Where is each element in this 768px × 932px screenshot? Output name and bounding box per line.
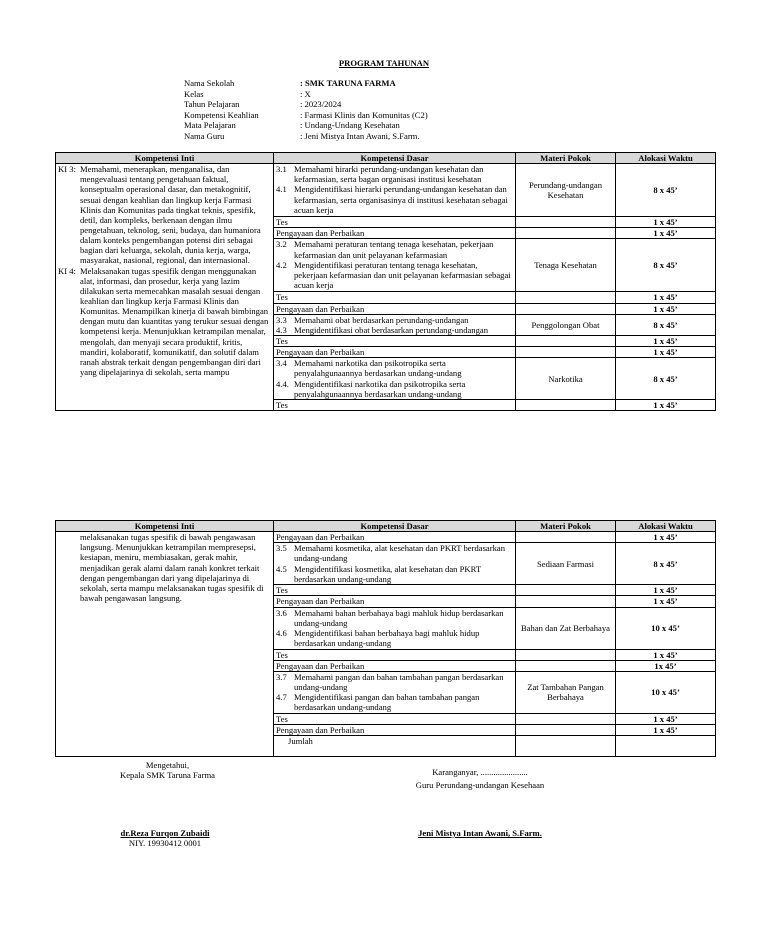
header-ki: Kompetensi Inti bbox=[56, 153, 274, 164]
pengayaan-label: Pengayaan dan Perbaikan bbox=[274, 228, 516, 239]
empty-cell bbox=[616, 736, 716, 757]
kd-text: Mengidentifikasi obat berdasarkan perundang-undangan bbox=[294, 324, 489, 335]
alokasi-waktu: 1x 45’ bbox=[616, 660, 716, 671]
kd-text: Memahami obat berdasarkan perundang-undangan bbox=[294, 314, 469, 325]
header-kd: Kompetensi Dasar bbox=[274, 521, 516, 532]
alokasi-waktu: 8 x 45’ bbox=[616, 314, 716, 335]
ki4-block bbox=[58, 266, 271, 378]
info-row-year bbox=[184, 99, 428, 110]
header-aw: Alokasi Waktu bbox=[616, 521, 716, 532]
empty-cell bbox=[516, 292, 616, 303]
tes-label: Tes bbox=[274, 217, 516, 228]
materi-pokok: Sediaan Farmasi bbox=[516, 543, 616, 585]
kd-number: 4.3 bbox=[276, 324, 287, 335]
empty-cell bbox=[516, 335, 616, 346]
kd-text: Mengidentifikasi kosmetika, alat kesehatan dan PKRT berdasarkan undang-undang bbox=[294, 563, 481, 584]
empty-cell bbox=[516, 736, 616, 757]
kd-text: Mengidentifikasi peraturan tentang tenaga kesehatan, pekerjaan kefarmasian dan unit pelayanan kefarmasian sebagai acuan kerja bbox=[294, 259, 511, 290]
info-row-subject bbox=[184, 120, 428, 131]
empty-cell bbox=[516, 596, 616, 607]
kd-text: Memahami hirarki perundang-undangan kesehatan dan kefarmasian, serta bagan organisasi institusi kesehatan bbox=[294, 164, 484, 185]
empty-cell bbox=[516, 724, 616, 735]
alokasi-waktu: 8 x 45’ bbox=[616, 543, 716, 585]
kd-cell bbox=[274, 164, 516, 217]
signature-left-name bbox=[90, 828, 240, 848]
info-row-class bbox=[184, 89, 428, 100]
tes-label: Tes bbox=[274, 713, 516, 724]
kd-number: 4.7 bbox=[276, 692, 287, 703]
principal-name: dr.Reza Furqon Zubaidi bbox=[120, 828, 210, 838]
alokasi-waktu: 1 x 45’ bbox=[616, 303, 716, 314]
info-label: Kelas bbox=[184, 88, 204, 99]
pengayaan-label: Pengayaan dan Perbaikan bbox=[274, 724, 516, 735]
materi-pokok: Narkotika bbox=[516, 358, 616, 400]
kd-number: 4.2 bbox=[276, 259, 287, 270]
page-title: PROGRAM TAHUNAN bbox=[338, 58, 430, 68]
header-mp: Materi Pokok bbox=[516, 521, 616, 532]
empty-cell bbox=[516, 713, 616, 724]
info-label: Kompetensi Keahlian bbox=[184, 109, 259, 120]
alokasi-waktu: 1 x 45’ bbox=[616, 228, 716, 239]
alokasi-waktu: 1 x 45’ bbox=[616, 649, 716, 660]
materi-pokok: Penggolongan Obat bbox=[516, 314, 616, 335]
header-mp: Materi Pokok bbox=[516, 153, 616, 164]
materi-pokok: Zat Tambahan Pangan Berbahaya bbox=[516, 671, 616, 713]
alokasi-waktu: 1 x 45’ bbox=[616, 400, 716, 411]
program-table-2 bbox=[55, 520, 716, 757]
tes-label: Tes bbox=[274, 335, 516, 346]
kd-text: Mengidentifikasi bahan berbahaya bagi mahluk hidup berdasarkan undang-undang bbox=[294, 627, 480, 648]
kd-cell bbox=[274, 671, 516, 713]
program-table-1 bbox=[55, 152, 716, 411]
kd-cell bbox=[274, 358, 516, 400]
alokasi-waktu: 1 x 45’ bbox=[616, 596, 716, 607]
header-ki: Kompetensi Inti bbox=[56, 521, 274, 532]
alokasi-waktu: 1 x 45’ bbox=[616, 585, 716, 596]
signature-right bbox=[395, 767, 565, 790]
info-row-school bbox=[184, 78, 428, 89]
pengayaan-label: Pengayaan dan Perbaikan bbox=[274, 303, 516, 314]
empty-cell bbox=[516, 532, 616, 543]
sign-right-role: Guru Perundang-undangan Kesehaan bbox=[415, 780, 545, 791]
materi-pokok: Tenaga Kesehatan bbox=[516, 239, 616, 292]
kd-text: Mengidentifikasi narkotika dan psikotropika serta penyalahgunaannya berdasarkan undang-undang bbox=[294, 378, 466, 399]
kd-number: 3.5 bbox=[276, 543, 287, 554]
info-label: Nama Sekolah bbox=[184, 78, 235, 88]
alokasi-waktu: 1 x 45’ bbox=[616, 532, 716, 543]
alokasi-waktu: 8 x 45’ bbox=[616, 239, 716, 292]
kd-cell bbox=[274, 543, 516, 585]
kd-text: Memahami narkotika dan psikotropika serta penyalahgunaannya berdasarkan undang-undang bbox=[294, 358, 462, 379]
signature-left bbox=[100, 760, 235, 780]
kd-text: Memahami peraturan tentang tenaga kesehatan, pekerjaan kefarmasian dan unit pelayanan kefarmasian bbox=[294, 239, 494, 260]
pengayaan-label: Pengayaan dan Perbaikan bbox=[274, 347, 516, 358]
empty-cell bbox=[516, 400, 616, 411]
empty-cell bbox=[516, 228, 616, 239]
kd-number: 3.3 bbox=[276, 314, 287, 325]
kd-text: Memahami bahan berbahaya bagi mahluk hidup berdasarkan undang-undang bbox=[294, 607, 504, 628]
kd-cell bbox=[274, 607, 516, 649]
teacher-name: Jeni Mistya Intan Awani, S.Farm. bbox=[418, 828, 542, 838]
kd-number: 3.7 bbox=[276, 671, 287, 682]
alokasi-waktu: 8 x 45’ bbox=[616, 358, 716, 400]
kd-text: Mengidentifikasi pangan dan bahan tambahan pangan berdasarkan undang-undang bbox=[294, 692, 480, 713]
info-value: : SMK TARUNA FARMA bbox=[300, 78, 396, 88]
info-label: Mata Pelajaran bbox=[184, 120, 236, 131]
empty-cell bbox=[516, 649, 616, 660]
info-value: : 2023/2024 bbox=[300, 99, 342, 110]
header-aw: Alokasi Waktu bbox=[616, 153, 716, 164]
tes-label: Tes bbox=[274, 400, 516, 411]
alokasi-waktu: 1 x 45’ bbox=[616, 217, 716, 228]
empty-cell bbox=[516, 660, 616, 671]
kd-number: 3.6 bbox=[276, 607, 287, 618]
pengayaan-label: Pengayaan dan Perbaikan bbox=[274, 596, 516, 607]
info-row-competency bbox=[184, 110, 428, 121]
kd-number: 4.5 bbox=[276, 563, 287, 574]
alokasi-waktu: 10 x 45’ bbox=[616, 607, 716, 649]
ki4-label: KI 4: bbox=[58, 265, 76, 276]
school-info bbox=[184, 78, 428, 142]
ki4-text: Melaksanakan tugas spesifik dengan menggunakan alat, informasi, dan prosedur, kerja yang lazim dilakukan serta memecahkan masalah sesuai dengan keahlian dan lingkup kerja Farmasi Klinis dan Komunitas. Menampilkan kinerja di bawah bimbingan dengan mutu dan kuantitas yang terukur sesuai dengan kompetensi kerja. Menunjukkan ketrampilan menalar, mengolah, dan menyaji secara produktif, kritis, mandiri, kolaboratif, komunikatif, dan solutif dalam ranah abstrak terkait dengan pengembangan diri dari yang dipelajarinya di sekolah, serta mampu bbox=[80, 265, 269, 377]
jumlah-label: Jumlah bbox=[274, 736, 516, 757]
alokasi-waktu: 10 x 45’ bbox=[616, 671, 716, 713]
alokasi-waktu: 1 x 45’ bbox=[616, 292, 716, 303]
kd-text: Memahami kosmetika, alat kesehatan dan PKRT berdasarkan undang-undang bbox=[294, 543, 505, 564]
kd-number: 3.2 bbox=[276, 239, 287, 250]
tes-label: Tes bbox=[274, 292, 516, 303]
materi-pokok: Perundang-undangan Kesehatan bbox=[516, 164, 616, 217]
kd-number: 4.1 bbox=[276, 184, 287, 195]
pengayaan-label: Pengayaan dan Perbaikan bbox=[274, 532, 516, 543]
empty-cell bbox=[516, 585, 616, 596]
principal-niy: NIY. 19930412 0001 bbox=[128, 838, 202, 849]
ki3-block bbox=[58, 164, 271, 265]
materi-pokok: Bahan dan Zat Berbahaya bbox=[516, 607, 616, 649]
pengayaan-label: Pengayaan dan Perbaikan bbox=[274, 660, 516, 671]
kd-number: 3.4 bbox=[276, 358, 287, 369]
empty-cell bbox=[516, 347, 616, 358]
info-value: : X bbox=[300, 88, 311, 99]
kd-cell bbox=[274, 314, 516, 335]
info-label: Tahun Pelajaran bbox=[184, 99, 240, 110]
kd-cell bbox=[274, 239, 516, 292]
ki-cell bbox=[56, 164, 274, 411]
sign-left-line1: Mengetahui, bbox=[145, 760, 190, 770]
tes-label: Tes bbox=[274, 649, 516, 660]
header-kd: Kompetensi Dasar bbox=[274, 153, 516, 164]
info-value: : Jeni Mistya Intan Awani, S.Farm. bbox=[300, 130, 420, 141]
kd-number: 4.6 bbox=[276, 627, 287, 638]
ki3-label: KI 3: bbox=[58, 164, 76, 175]
alokasi-waktu: 1 x 45’ bbox=[616, 335, 716, 346]
info-label: Nama Guru bbox=[184, 130, 225, 141]
kd-text: Memahami pangan dan bahan tambahan pangan berdasarkan undang-undang bbox=[294, 671, 504, 692]
alokasi-waktu: 1 x 45’ bbox=[616, 724, 716, 735]
alokasi-waktu: 1 x 45’ bbox=[616, 347, 716, 358]
alokasi-waktu: 8 x 45’ bbox=[616, 164, 716, 217]
ki-cell-continued: melaksanakan tugas spesifik di bawah pengawasan langsung. Menunjukkan ketrampilan mempresepsi, kesiapan, meniru, membiasakan, gerak mahir, menjadikan gerak alami dalam ranah konkret terkait dengan pengembangan dari yang dipelajarinya di sekolah, serta mampu melaksanakan tugas spesifik di bawah pengawasan langsung. bbox=[56, 532, 274, 757]
info-row-teacher bbox=[184, 131, 428, 142]
sign-left-line2: Kepala SMK Taruna Farma bbox=[120, 770, 215, 781]
info-value: : Undang-Undang Kesehatan bbox=[300, 120, 400, 131]
empty-cell bbox=[516, 303, 616, 314]
kd-number: 4.4. bbox=[276, 378, 289, 389]
empty-cell bbox=[516, 217, 616, 228]
tes-label: Tes bbox=[274, 585, 516, 596]
signature-right-name bbox=[395, 828, 565, 838]
kd-number: 3.1 bbox=[276, 164, 287, 175]
alokasi-waktu: 1 x 45’ bbox=[616, 713, 716, 724]
sign-right-place-date: Karanganyar, ...................... bbox=[432, 767, 528, 777]
kd-text: Mengidentifikasi hierarki perundang-undangan kesehatan dan kefarmasian, serta organisasinya di institusi kesehatan sebagai acuan kerja bbox=[294, 184, 508, 215]
ki3-text: Memahami, menerapkan, menganalisa, dan mengevaluasi tentang pengetahuan faktual, konseptualm operasional dasar, dan metakognitif, sesuai dengan keahlian dan lingkup kerja Farmasi Klinis dan Komunitas pada tingkat teknis, spesifik, detil, dan kompleks, berkenaan dengan ilmu pengetahuan, teknolog, seni, budaya, dan humaniora dalam konteks pengembangan potensi diri sebagai bagian dari keluarga, sekolah, dunia kerja, warga, masyarakat, nasional, regional, dan internasional. bbox=[80, 164, 261, 266]
info-value: : Farmasi Klinis dan Komunitas (C2) bbox=[300, 109, 428, 120]
